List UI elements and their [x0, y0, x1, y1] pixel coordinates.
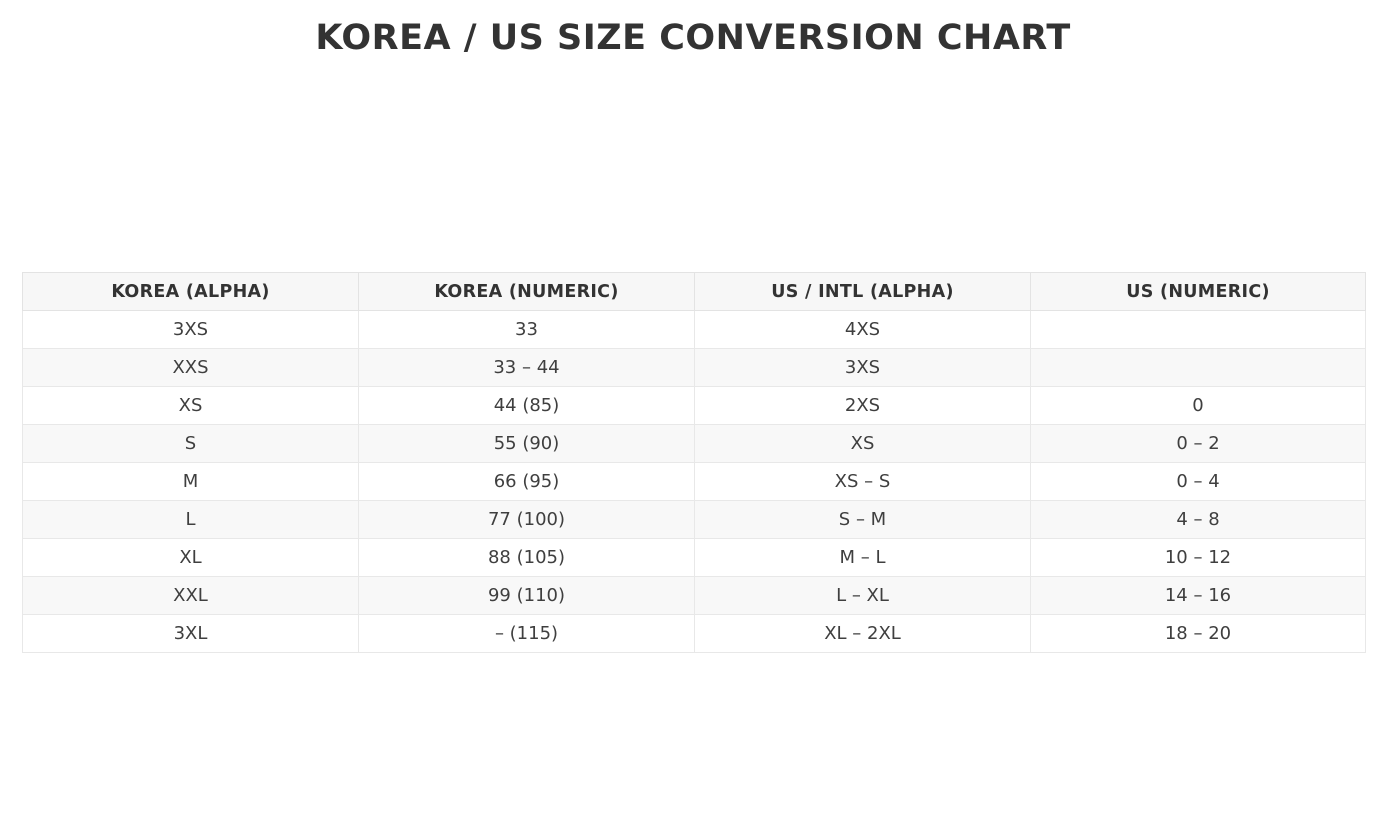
cell-us-numeric	[1031, 349, 1366, 387]
cell-us-intl-alpha: S – M	[695, 501, 1031, 539]
cell-korea-numeric: 99 (110)	[359, 577, 695, 615]
cell-us-numeric: 0	[1031, 387, 1366, 425]
cell-korea-alpha: M	[23, 463, 359, 501]
page-title: KOREA / US SIZE CONVERSION CHART	[315, 18, 1071, 58]
cell-korea-alpha: S	[23, 425, 359, 463]
cell-us-numeric	[1031, 311, 1366, 349]
table-row	[23, 387, 1366, 425]
cell-korea-numeric: 55 (90)	[359, 425, 695, 463]
column-header-us-numeric: US (NUMERIC)	[1031, 273, 1366, 311]
cell-korea-alpha: XL	[23, 539, 359, 577]
cell-korea-alpha: 3XL	[23, 615, 359, 653]
cell-us-intl-alpha: L – XL	[695, 577, 1031, 615]
size-conversion-table-container	[22, 272, 1365, 653]
cell-us-numeric: 0 – 2	[1031, 425, 1366, 463]
cell-korea-numeric: 33 – 44	[359, 349, 695, 387]
cell-us-numeric: 10 – 12	[1031, 539, 1366, 577]
cell-korea-numeric: – (115)	[359, 615, 695, 653]
cell-us-intl-alpha: XS	[695, 425, 1031, 463]
column-header-us-intl-alpha: US / INTL (ALPHA)	[695, 273, 1031, 311]
cell-korea-numeric: 77 (100)	[359, 501, 695, 539]
cell-us-intl-alpha: 4XS	[695, 311, 1031, 349]
cell-us-intl-alpha: XS – S	[695, 463, 1031, 501]
table-row	[23, 577, 1366, 615]
table-header	[23, 273, 1366, 311]
table-row	[23, 463, 1366, 501]
column-header-korea-alpha: KOREA (ALPHA)	[23, 273, 359, 311]
cell-us-numeric: 0 – 4	[1031, 463, 1366, 501]
table-row	[23, 425, 1366, 463]
cell-korea-numeric: 88 (105)	[359, 539, 695, 577]
cell-korea-alpha: XS	[23, 387, 359, 425]
cell-korea-alpha: XXS	[23, 349, 359, 387]
table-row	[23, 311, 1366, 349]
cell-korea-numeric: 66 (95)	[359, 463, 695, 501]
cell-us-intl-alpha: 2XS	[695, 387, 1031, 425]
table-header-row	[23, 273, 1366, 311]
table-row	[23, 539, 1366, 577]
size-conversion-table	[22, 272, 1366, 653]
table-row	[23, 349, 1366, 387]
cell-korea-numeric: 33	[359, 311, 695, 349]
cell-us-numeric: 4 – 8	[1031, 501, 1366, 539]
cell-korea-alpha: 3XS	[23, 311, 359, 349]
cell-us-numeric: 14 – 16	[1031, 577, 1366, 615]
cell-us-numeric: 18 – 20	[1031, 615, 1366, 653]
cell-korea-alpha: XXL	[23, 577, 359, 615]
table-row	[23, 501, 1366, 539]
table-body	[23, 311, 1366, 653]
table-row	[23, 615, 1366, 653]
cell-us-intl-alpha: M – L	[695, 539, 1031, 577]
cell-korea-alpha: L	[23, 501, 359, 539]
column-header-korea-numeric: KOREA (NUMERIC)	[359, 273, 695, 311]
cell-korea-numeric: 44 (85)	[359, 387, 695, 425]
cell-us-intl-alpha: XL – 2XL	[695, 615, 1031, 653]
cell-us-intl-alpha: 3XS	[695, 349, 1031, 387]
